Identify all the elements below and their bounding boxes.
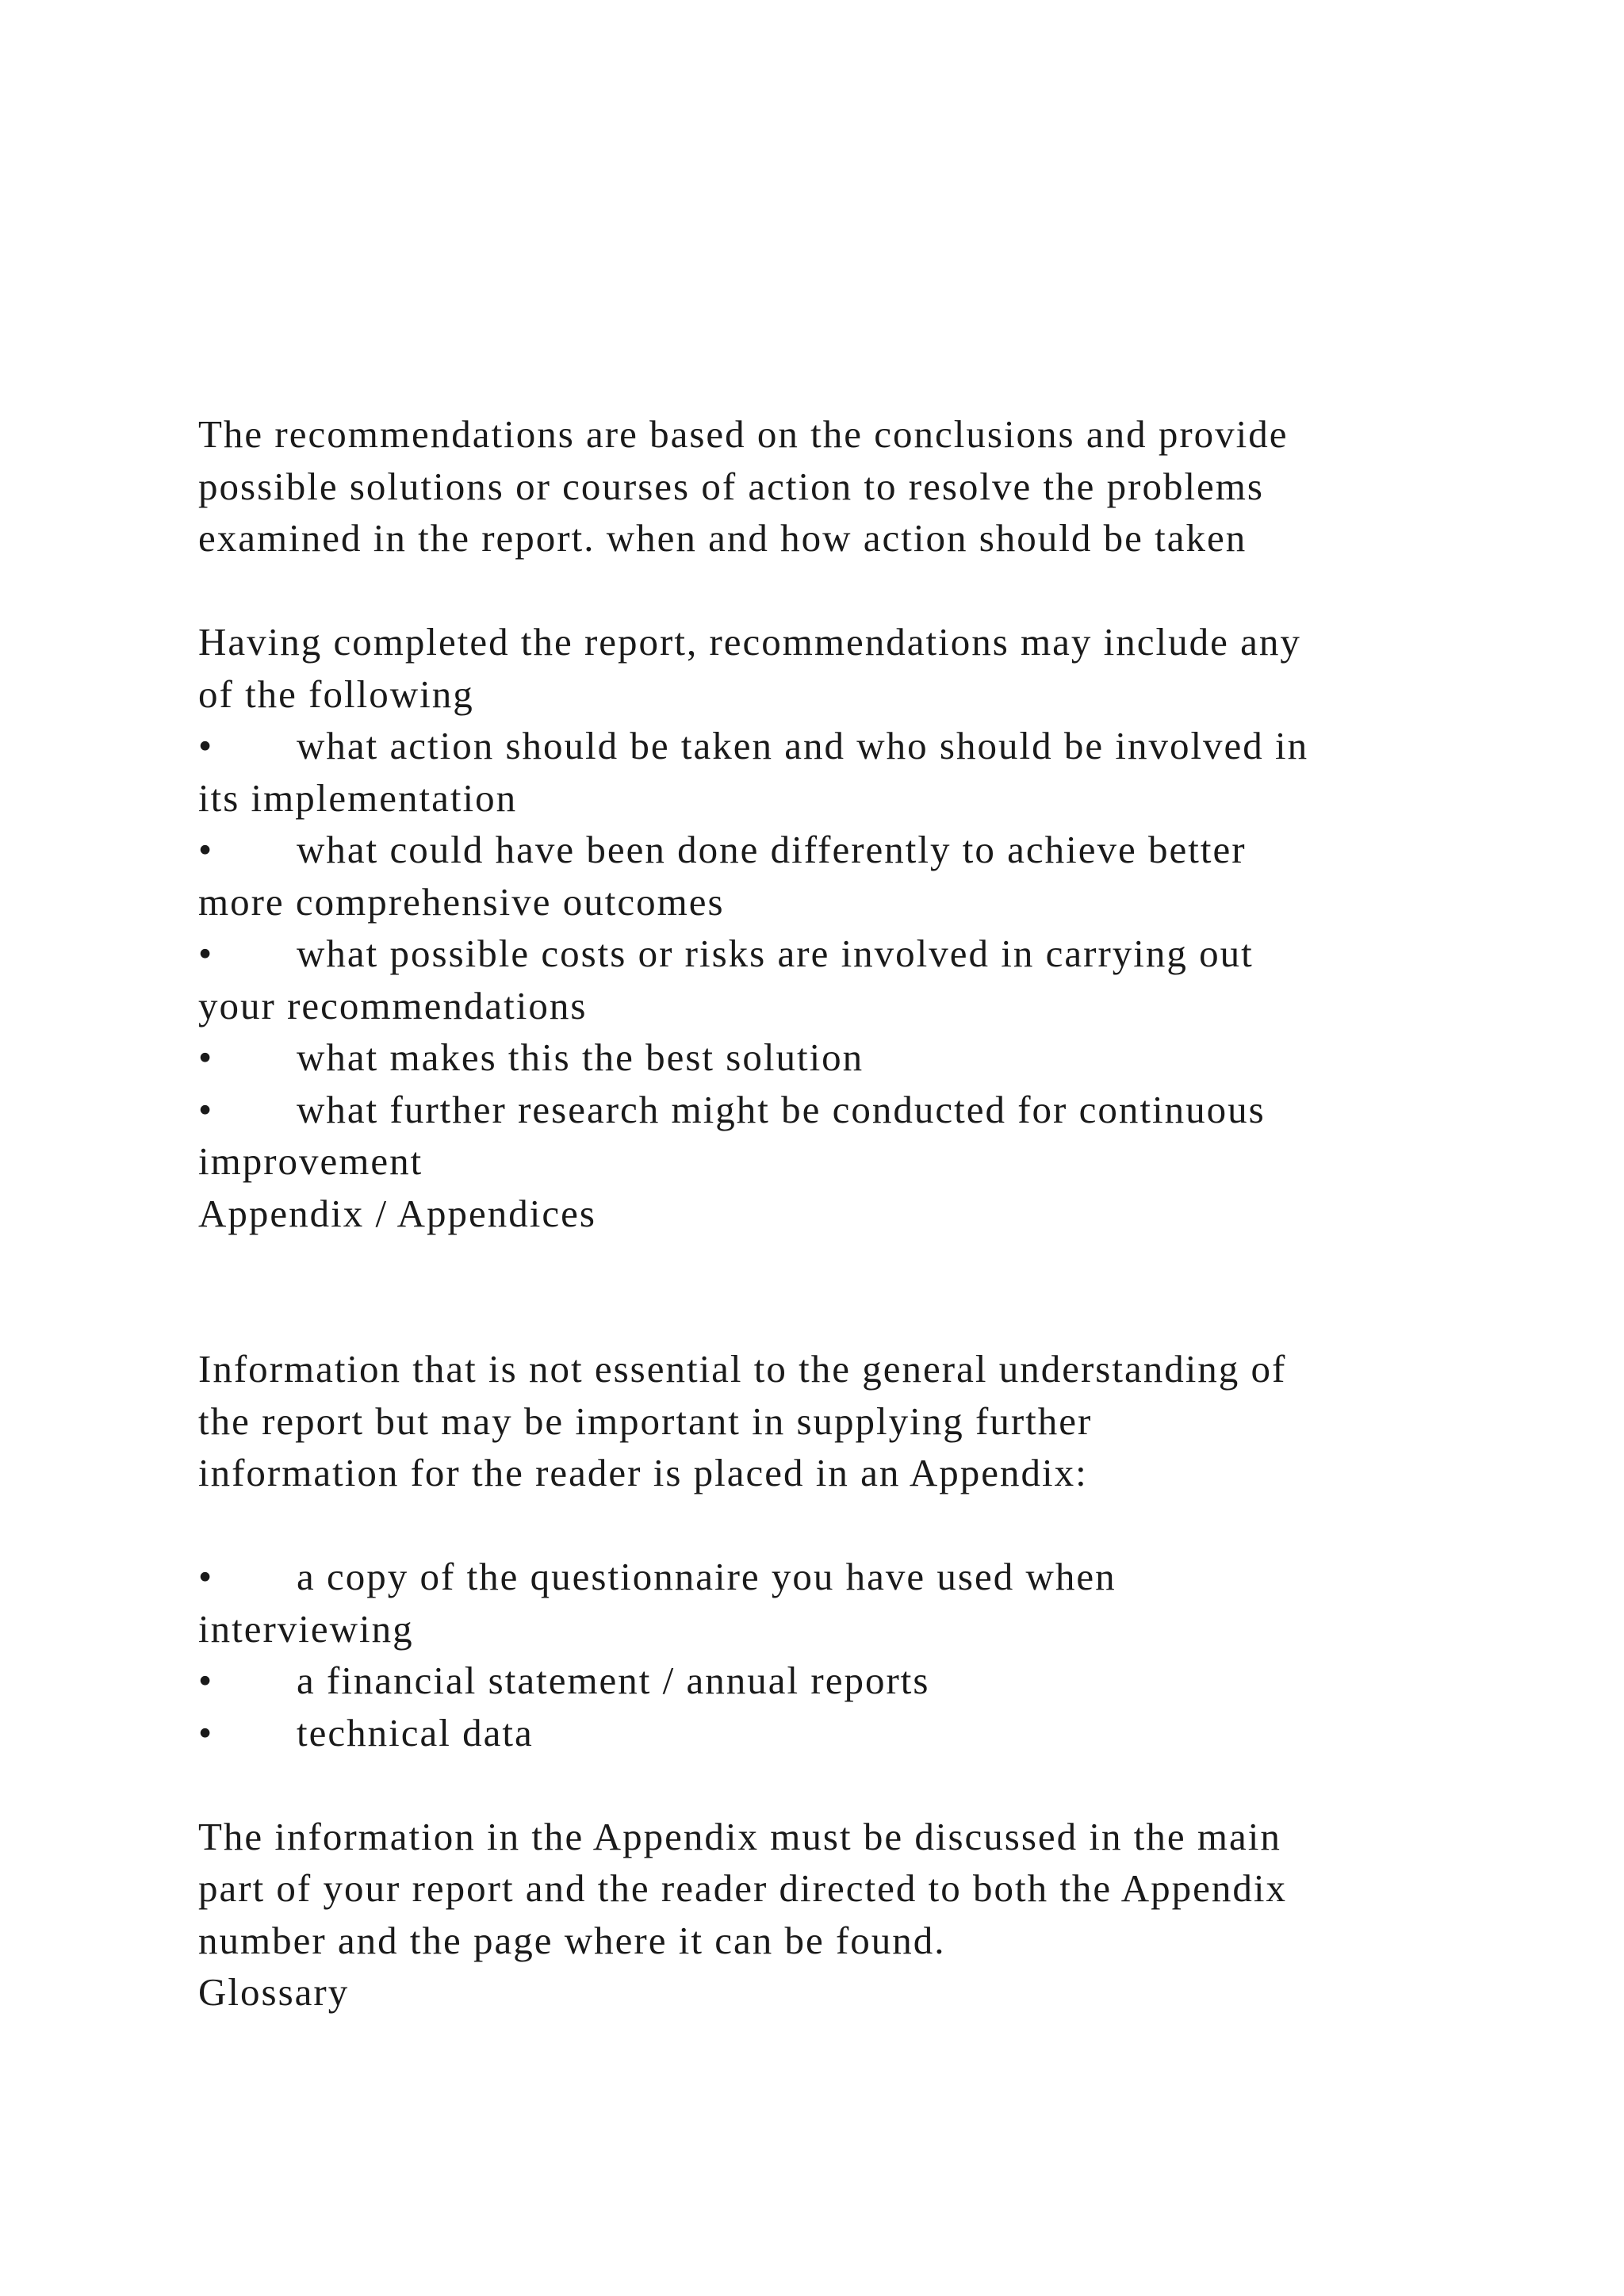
list-item-continuation: its implementation xyxy=(198,775,518,820)
text-line: Having completed the report, recommendations may include any xyxy=(198,620,1301,664)
list-item xyxy=(198,720,1483,772)
text-line: possible solutions or courses of action to resolve the problems xyxy=(198,464,1264,508)
bullet-icon: • xyxy=(198,1555,214,1598)
list-item-text: technical data xyxy=(297,1710,534,1755)
list-item xyxy=(198,1084,1483,1136)
text-line: The recommendations are based on the conclusions and provide xyxy=(198,412,1289,456)
bullet-icon: • xyxy=(198,828,214,871)
bullet-icon: • xyxy=(198,1659,214,1702)
text-line: part of your report and the reader directed to both the Appendix xyxy=(198,1866,1287,1910)
list-item-text: what possible costs or risks are involved in carrying out xyxy=(297,932,1254,975)
list-item-continuation: improvement xyxy=(198,1139,423,1183)
appendix-heading: Appendix / Appendices xyxy=(198,1191,596,1235)
list-item-text: a financial statement / annual reports xyxy=(297,1659,930,1702)
glossary-heading: Glossary xyxy=(198,1970,350,2014)
bullet-icon: • xyxy=(198,724,214,767)
list-item-continuation: interviewing xyxy=(198,1606,414,1651)
list-item-continuation: more comprehensive outcomes xyxy=(198,879,725,924)
list-item xyxy=(198,928,1483,980)
list-item xyxy=(198,1707,1483,1759)
list-item-continuation: your recommendations xyxy=(198,983,588,1027)
list-item xyxy=(198,824,1483,876)
bullet-icon: • xyxy=(198,932,214,975)
bullet-icon: • xyxy=(198,1087,214,1131)
bullet-icon: • xyxy=(198,1710,214,1755)
document-page xyxy=(198,408,1483,2019)
text-line: of the following xyxy=(198,672,474,716)
list-item-text: a copy of the questionnaire you have used when xyxy=(297,1555,1116,1598)
list-item-text: what could have been done differently to achieve better xyxy=(297,828,1247,871)
list-item xyxy=(198,1031,1483,1084)
text-line: number and the page where it can be found. xyxy=(198,1918,946,1962)
list-item-text: what makes this the best solution xyxy=(297,1035,864,1079)
text-line: Information that is not essential to the general understanding of xyxy=(198,1347,1287,1391)
list-item-text: what action should be taken and who should be involved in xyxy=(297,724,1309,767)
list-item xyxy=(198,1655,1483,1707)
text-line: information for the reader is placed in an Appendix: xyxy=(198,1451,1088,1494)
text-line: examined in the report. when and how action should be taken xyxy=(198,516,1247,560)
list-item-text: what further research might be conducted for continuous xyxy=(297,1087,1266,1131)
list-item xyxy=(198,1551,1483,1603)
bullet-icon: • xyxy=(198,1035,214,1079)
text-line: the report but may be important in supplying further xyxy=(198,1399,1093,1443)
text-line: The information in the Appendix must be discussed in the main xyxy=(198,1814,1281,1858)
